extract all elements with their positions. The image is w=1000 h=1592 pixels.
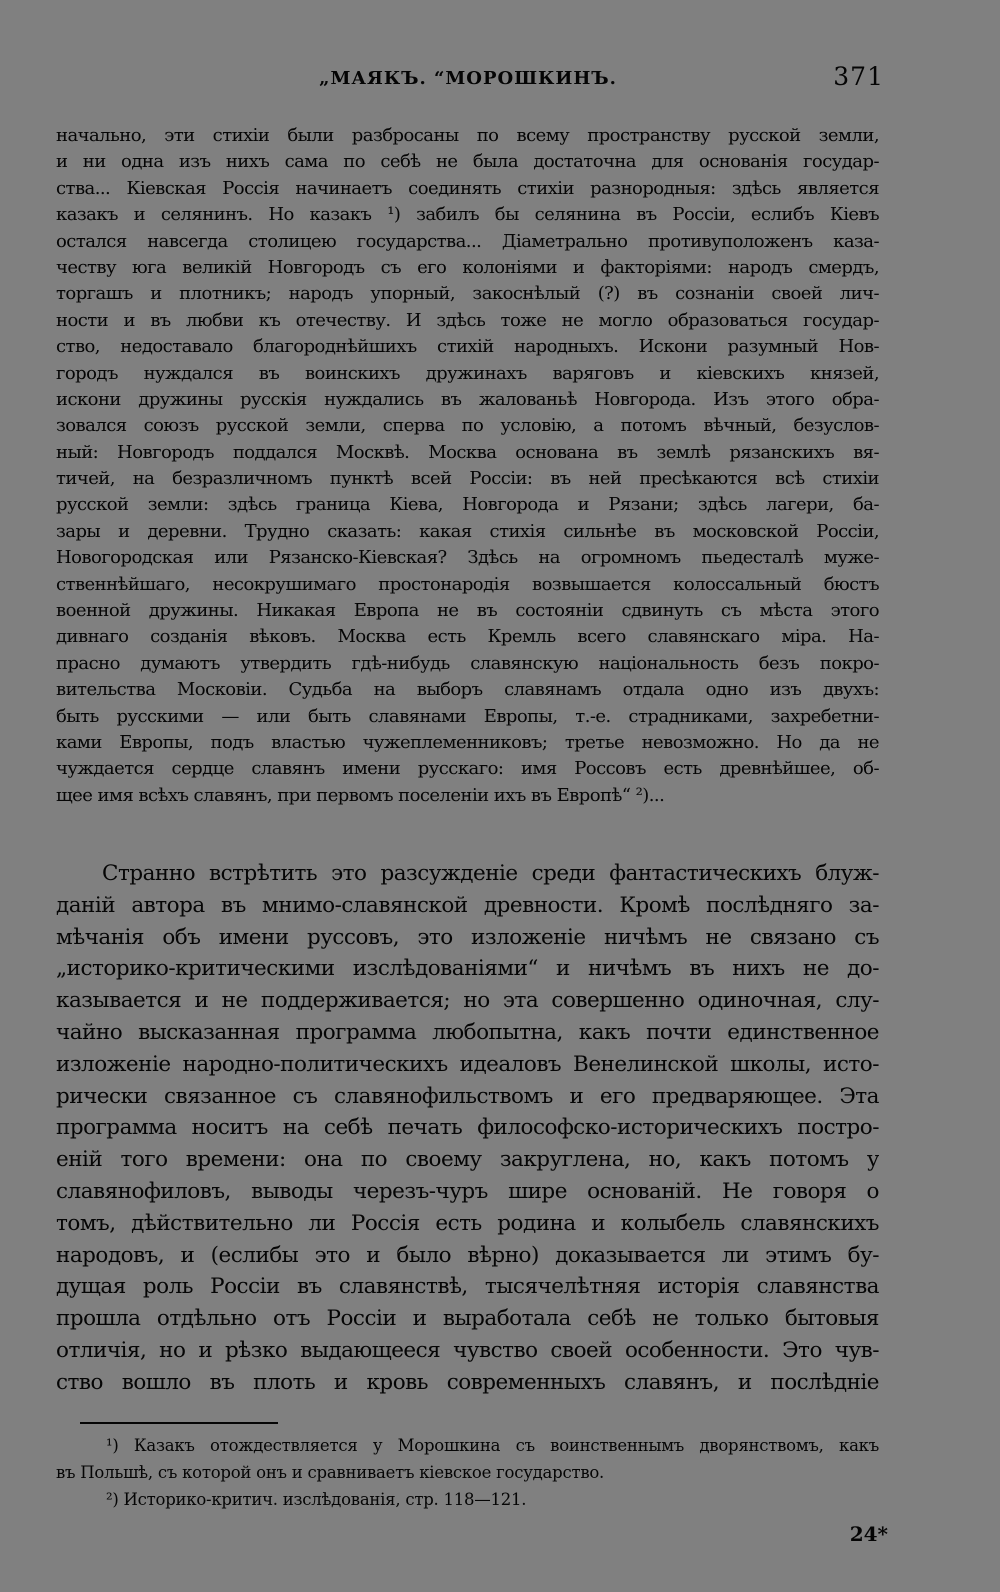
quote-line: остался навсегда столицею государства... Діаметрально противуположенъ каза-	[56, 230, 879, 252]
quote-line: чуждается сердце славянъ имени русскаго: имя Россовъ есть древнѣйшее, об-	[56, 758, 879, 780]
body-line: рически связанное съ славянофильствомъ и его предваряющее. Эта	[56, 1083, 879, 1109]
quote-line: Новогородская или Рязанско-Кіевская? Здѣсь на огромномъ пьедесталѣ муже-	[56, 547, 879, 569]
body-line: дущая роль Россіи въ славянствѣ, тысячелѣтняя исторія славянства	[56, 1274, 879, 1300]
quote-line: ство, недоставало благороднѣйшихъ стихій народныхъ. Искони разумный Нов-	[56, 336, 879, 358]
body-line: томъ, дѣйствительно ли Россія есть родина и колыбель славянскихъ	[56, 1210, 879, 1236]
body-line: ство вошло въ плоть и кровь современныхъ славянъ, и послѣдніе	[56, 1369, 879, 1395]
quote-line: казакъ и селянинъ. Но казакъ ¹) забилъ бы селянина въ Россіи, еслибъ Кіевъ	[56, 204, 879, 226]
quote-line: зары и деревни. Трудно сказать: какая стихія сильнѣе въ московской Россіи,	[56, 520, 879, 542]
quote-line: честву юга великій Новгородъ съ его колоніями и факторіями: народъ смердъ,	[56, 256, 879, 278]
body-line: мѣчанія объ имени руссовъ, это изложеніе ничѣмъ не связано съ	[56, 924, 879, 950]
footnote-1-line-2: въ Польшѣ, съ которой онъ и сравниваетъ кіевское государство.	[56, 1463, 605, 1482]
quote-line: быть русскими — или быть славянами Европы, т.-е. страдниками, захребетни-	[56, 705, 879, 727]
body-line: даній автора въ мнимо-славянской древности. Кромѣ послѣдняго за-	[56, 892, 879, 918]
body-line: Странно встрѣтить это разсужденіе среди фантастическихъ блуж-	[102, 861, 879, 886]
quote-line: ками Европы, подъ властью чужеплеменниковъ; третье невозможно. Но да не	[56, 731, 879, 753]
body-line: казывается и не поддерживается; но эта совершенно одиночная, слу-	[56, 988, 879, 1014]
footnote-separator	[80, 1422, 278, 1424]
body-line: изложеніе народно-политическихъ идеаловъ Венелинской школы, исто-	[56, 1051, 879, 1077]
running-head	[58, 62, 884, 92]
body-line: еній того времени: она по своему закруглена, но, какъ потомъ у	[56, 1147, 879, 1173]
quote-line: торгашъ и плотникъ; народъ упорный, закоснѣлый (?) въ сознаніи своей лич-	[56, 283, 879, 305]
page-number: 371	[833, 62, 884, 91]
quote-line: русской земли: здѣсь граница Кіева, Новгорода и Рязани; здѣсь лагери, ба-	[56, 494, 879, 516]
body-line: „историко-критическими изслѣдованіями“ и ничѣмъ въ нихъ не до-	[56, 956, 879, 982]
quote-line: ственнѣйшаго, несокрушимаго простонародія возвышается колоссальный бюстъ	[56, 573, 879, 595]
quote-line: искони дружины русскія нуждались въ жалованьѣ Новгорода. Изъ этого обра-	[56, 388, 879, 410]
quote-line: городъ нуждался въ воинскихъ дружинахъ варяговъ и кіевскихъ князей,	[56, 362, 879, 384]
quote-line: щее имя всѣхъ славянъ, при первомъ поселеніи ихъ въ Европѣ“ ²)...	[56, 784, 665, 806]
quote-line: вительства Московіи. Судьба на выборъ славянамъ отдала одно изъ двухъ:	[56, 679, 879, 701]
body-paragraph	[56, 858, 879, 1399]
quote-line: и ни одна изъ нихъ сама по себѣ не была достаточна для основанія государ-	[56, 151, 879, 173]
footnote-1-line-1: ¹) Казакъ отождествляется у Морошкина съ воинственнымъ дворянствомъ, какъ	[106, 1436, 879, 1455]
body-line: народовъ, и (еслибы это и было вѣрно) доказывается ли этимъ бу-	[56, 1242, 879, 1268]
quoted-passage	[56, 123, 879, 809]
quote-line: ный: Новгородъ поддался Москвѣ. Москва основана въ землѣ рязанскихъ вя-	[56, 441, 879, 463]
body-line: программа носитъ на себѣ печать философско-историческихъ постро-	[56, 1115, 879, 1141]
quote-line: тичей, на безразличномъ пунктѣ всей Россіи: въ ней пресѣкаются всѣ стихіи	[56, 468, 879, 490]
running-title: „МАЯКЪ. “МОРОШКИНЪ.	[319, 68, 617, 89]
quote-line: военной дружины. Никакая Европа не въ состояніи сдвинуть съ мѣста этого	[56, 600, 879, 622]
quote-line: ства... Кіевская Россія начинаетъ соединять стихіи разнородныя: здѣсь является	[56, 177, 879, 199]
body-line: славянофиловъ, выводы черезъ-чуръ шире основаній. Не говоря о	[56, 1178, 879, 1204]
quote-line: ности и въ любви къ отечеству. И здѣсь тоже не могло образоваться государ-	[56, 309, 879, 331]
footnotes	[56, 1432, 879, 1513]
body-line: чайно высказанная программа любопытна, какъ почти единственное	[56, 1019, 879, 1045]
quote-line: начально, эти стихіи были разбросаны по всему пространству русской земли,	[56, 125, 879, 146]
body-line: отличія, но и рѣзко выдающееся чувство своей особенности. Это чув-	[56, 1337, 879, 1363]
footnote-2: ²) Историко-критич. изслѣдованія, стр. 118—121.	[106, 1490, 527, 1509]
quote-line: зовался союзъ русской земли, сперва по условію, а потомъ вѣчный, безуслов-	[56, 415, 879, 437]
signature-mark: 24*	[849, 1522, 888, 1546]
body-line: прошла отдѣльно отъ Россіи и выработала себѣ не только бытовыя	[56, 1306, 879, 1332]
quote-line: дивнаго созданія вѣковъ. Москва есть Кремль всего славянскаго міра. На-	[56, 626, 879, 648]
quote-line: прасно думаютъ утвердить гдѣ-нибудь славянскую національность безъ покро-	[56, 652, 879, 674]
